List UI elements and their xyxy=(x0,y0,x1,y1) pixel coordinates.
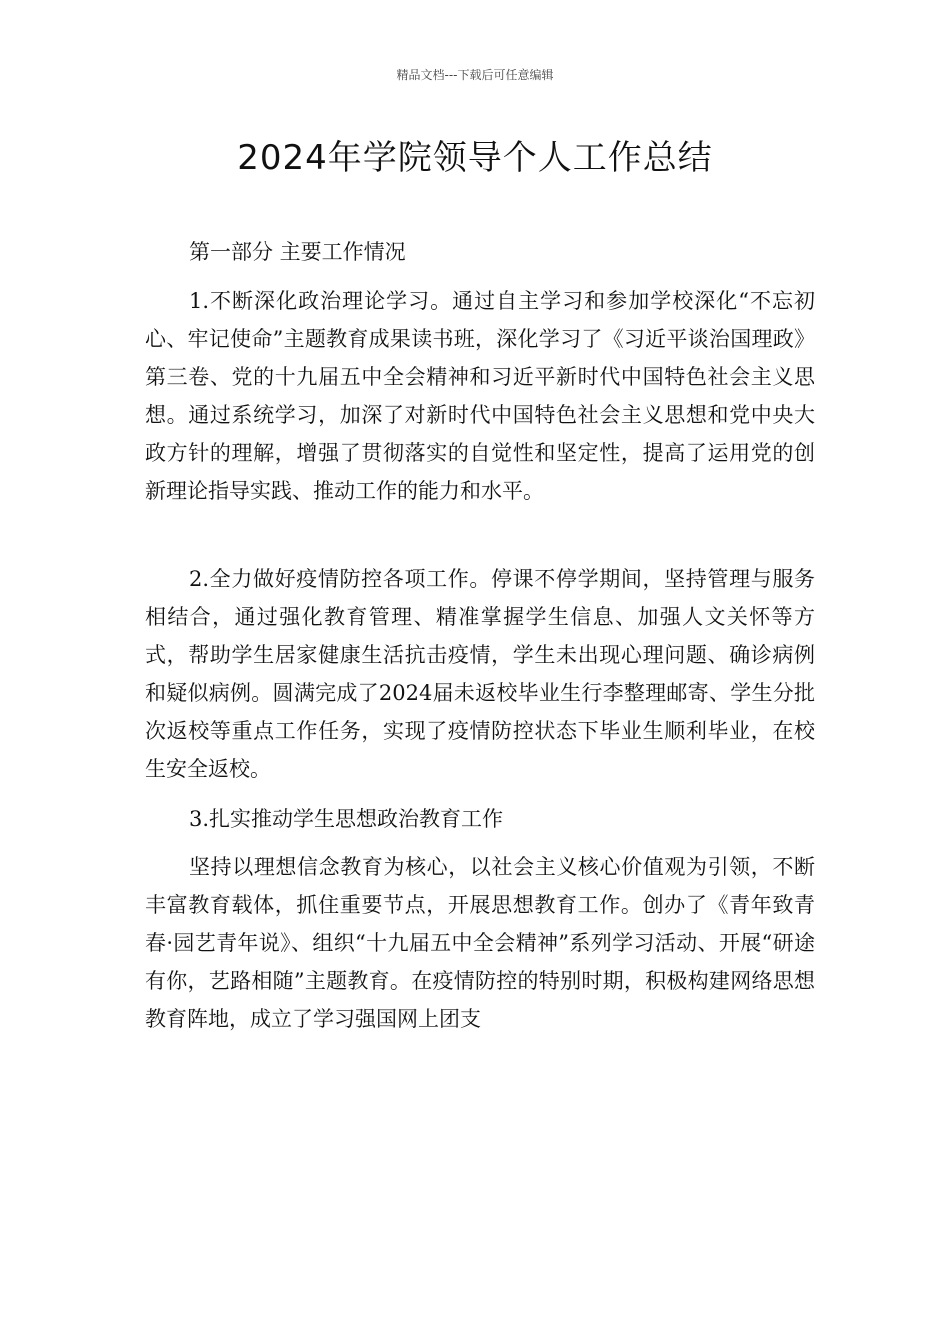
document-body xyxy=(145,233,815,1050)
paragraph-1: 1.不断深化政治理论学习。通过自主学习和参加学校深化“不忘初心、牢记使命”主题教育成果读书班，深化学习了《习近平谈治国理政》第三卷、党的十九届五中全会精神和习近平新时代中国特色社会主义思想。通过系统学习，加深了对新时代中国特色社会主义思想和党中央大政方针的理解，增强了贯彻落实的自觉性和坚定性，提高了运用党的创新理论指导实践、推动工作的能力和水平。 xyxy=(145,289,815,503)
section-heading: 第一部分 主要工作情况 xyxy=(189,240,406,264)
paragraph-3-heading: 3.扎实推动学生思想政治教育工作 xyxy=(189,807,504,831)
paragraph-3-body: 坚持以理想信念教育为核心，以社会主义核心价值观为引领，不断丰富教育载体，抓住重要节点，开展思想教育工作。创办了《青年致青春·园艺青年说》、组织“十九届五中全会精神”系列学习活动、开展“研途有你，艺路相随”主题教育。在疫情防控的特别时期，积极构建网络思想教育阵地，成立了学习强国网上团支 xyxy=(145,855,815,1031)
header-note: 精品文档---下载后可任意编辑 xyxy=(396,68,554,82)
document-title: 2024年学院领导个人工作总结 xyxy=(237,138,713,178)
paragraph-2: 2.全力做好疫情防控各项工作。停课不停学期间，坚持管理与服务相结合，通过强化教育管理、精准掌握学生信息、加强人文关怀等方式，帮助学生居家健康生活抗击疫情，学生未出现心理问题、确诊病例和疑似病例。圆满完成了2024届未返校毕业生行李整理邮寄、学生分批次返校等重点工作任务，实现了疫情防控状态下毕业生顺利毕业，在校生安全返校。 xyxy=(145,567,815,781)
